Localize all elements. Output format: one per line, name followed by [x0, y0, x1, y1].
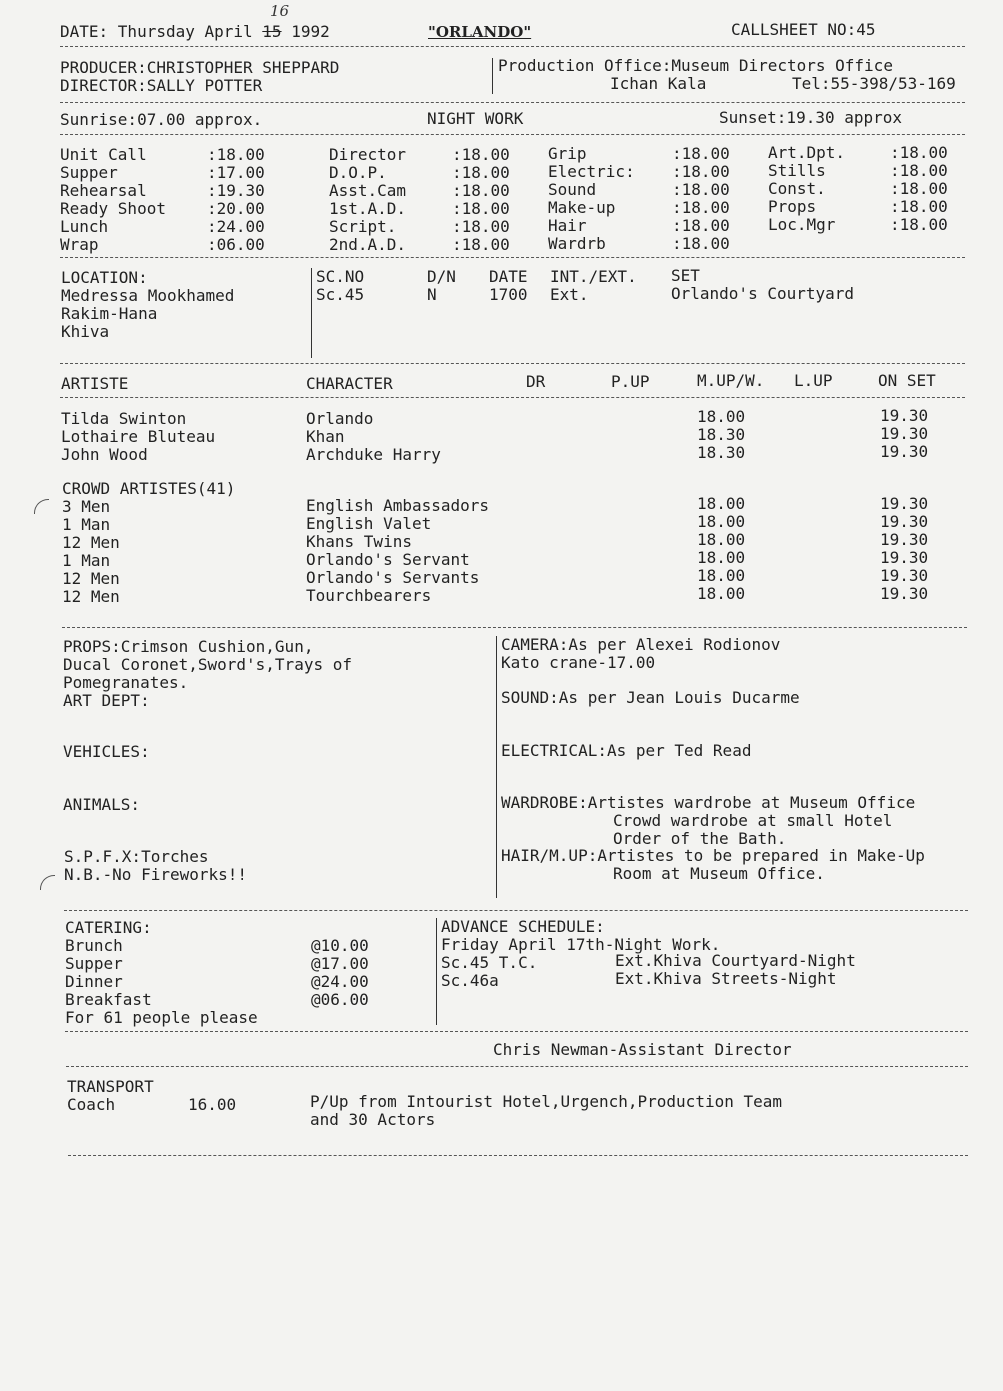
header-onset: ON SET [878, 371, 936, 390]
sound: SOUND:As per Jean Louis Ducarme [501, 688, 800, 707]
divider [66, 1066, 968, 1067]
vertical-rule [492, 58, 493, 94]
header-mup: M.UP/W. [697, 371, 765, 390]
advance-descriptions: Ext.Khiva Courtyard-Night Ext.Khiva Streets-Night [615, 951, 856, 988]
divider [60, 102, 965, 103]
date-year: 1992 [281, 22, 330, 41]
vertical-rule [496, 636, 497, 898]
producer: PRODUCER:CHRISTOPHER SHEPPARD [60, 58, 340, 77]
hair-makeup-1: HAIR/M.UP:Artistes to be prepared in Make-Up [501, 846, 925, 865]
call-col2-labels: Director D.O.P. Asst.Cam 1st.A.D. Script. 2nd.A.D. [329, 145, 407, 254]
electrical: ELECTRICAL:As per Ted Read [501, 741, 752, 760]
call-col2-times: :18.00 :18.00 :18.00 :18.00 :18.00 :18.00 [452, 145, 510, 254]
crowd-onset: 19.30 19.30 19.30 19.30 19.30 19.30 [880, 494, 929, 603]
divider [60, 397, 965, 398]
transport-description: P/Up from Intourist Hotel,Urgench,Production Team and 30 Actors [310, 1092, 783, 1129]
call-col1-times: :18.00 :17.00 :19.30 :20.00 :24.00 :06.00 [207, 145, 265, 254]
header-character: CHARACTER [306, 374, 393, 393]
work-type: NIGHT WORK [427, 109, 524, 128]
vertical-rule [436, 918, 437, 1025]
camera: CAMERA:As per Alexei Rodionov Kato crane-17.00 [501, 635, 781, 672]
call-col4-labels: Art.Dpt. Stills Const. Props Loc.Mgr [768, 143, 846, 234]
date-struck: 15 [262, 22, 282, 41]
cast-characters: Orlando Khan Archduke Harry [306, 409, 441, 464]
call-col3-labels: Grip Electric: Sound Make-up Hair Wardrb [548, 144, 635, 253]
scene-set: SET Orlando's Courtyard [671, 266, 855, 303]
crowd-characters: English Ambassadors English Valet Khans Twins Orlando's Servant Orlando's Servants Tourchbearers [306, 496, 490, 605]
crowd-mup: 18.00 18.00 18.00 18.00 18.00 18.00 [697, 494, 746, 603]
vehicles: VEHICLES: [63, 742, 150, 761]
spfx: S.P.F.X:Torches N.B.-No Fireworks!! [64, 847, 248, 884]
divider [60, 363, 965, 364]
crowd-heading: CROWD ARTISTES(41) [62, 479, 236, 498]
date-label: DATE: Thursday April [60, 22, 263, 41]
divider [65, 1031, 968, 1032]
assistant-director: Chris Newman-Assistant Director [493, 1040, 792, 1059]
office-tel: Tel:55-398/53-169 [792, 74, 956, 93]
scene-date: DATE 1700 [489, 267, 528, 304]
divider [68, 1155, 968, 1156]
vertical-rule [311, 268, 312, 358]
film-title: "ORLANDO" [428, 23, 532, 41]
scene-dn: D/N N [427, 267, 456, 304]
scene-int-ext: INT./EXT. Ext. [550, 267, 637, 304]
divider [60, 257, 965, 258]
director: DIRECTOR:SALLY POTTER [60, 76, 263, 95]
header-artiste: ARTISTE [61, 374, 129, 393]
call-col1-labels: Unit Call Supper Rehearsal Ready Shoot Lunch Wrap [60, 145, 166, 254]
props: PROPS:Crimson Cushion,Gun, Ducal Coronet,Sword's,Trays of Pomegranates. ART DEPT: [63, 637, 352, 710]
office-location: Ichan Kala [610, 74, 707, 93]
call-col3-times: :18.00 :18.00 :18.00 :18.00 :18.00 :18.00 [672, 144, 730, 253]
sunrise: Sunrise:07.00 approx. [60, 110, 263, 129]
punch-hole-mark [34, 499, 49, 514]
header-dr: DR [526, 372, 546, 391]
advance-schedule: ADVANCE SCHEDULE: Friday April 17th-Night Work. Sc.45 T.C. Sc.46a [441, 917, 721, 990]
divider [60, 46, 965, 47]
sunset: Sunset:19.30 approx [719, 108, 903, 127]
transport-time: 16.00 [188, 1095, 237, 1114]
divider [62, 627, 967, 628]
wardrobe-1: WARDROBE:Artistes wardrobe at Museum Office [501, 793, 916, 812]
crowd-artistes: 3 Men 1 Man 12 Men 1 Man 12 Men 12 Men [62, 497, 120, 606]
punch-hole-mark [40, 875, 55, 890]
cast-mup: 18.00 18.30 18.30 [697, 407, 746, 462]
cast-onset: 19.30 19.30 19.30 [880, 406, 929, 461]
scene-no: SC.NO Sc.45 [316, 267, 365, 304]
divider [64, 910, 968, 911]
transport: TRANSPORT Coach [67, 1077, 154, 1114]
catering-labels: CATERING: Brunch Supper Dinner Breakfast For 61 people please [65, 918, 258, 1027]
call-col4-times: :18.00 :18.00 :18.00 :18.00 :18.00 [890, 143, 948, 234]
animals: ANIMALS: [63, 795, 141, 814]
divider [60, 134, 965, 135]
catering-times: @10.00 @17.00 @24.00 @06.00 [311, 936, 369, 1009]
header-lup: L.UP [794, 371, 833, 390]
header-pup: P.UP [611, 372, 650, 391]
date-handwritten: 16 [270, 2, 290, 20]
location-block: LOCATION: Medressa Mookhamed Rakim-Hana Khiva [61, 268, 235, 341]
wardrobe-2: Crowd wardrobe at small Hotel Order of the Bath. [613, 811, 893, 848]
production-office: Production Office:Museum Directors Office [498, 56, 893, 75]
callsheet-number: CALLSHEET NO:45 [731, 20, 876, 39]
date-line [60, 23, 330, 41]
cast-artistes: Tilda Swinton Lothaire Bluteau John Wood [61, 409, 216, 464]
hair-makeup-2: Room at Museum Office. [613, 864, 825, 883]
